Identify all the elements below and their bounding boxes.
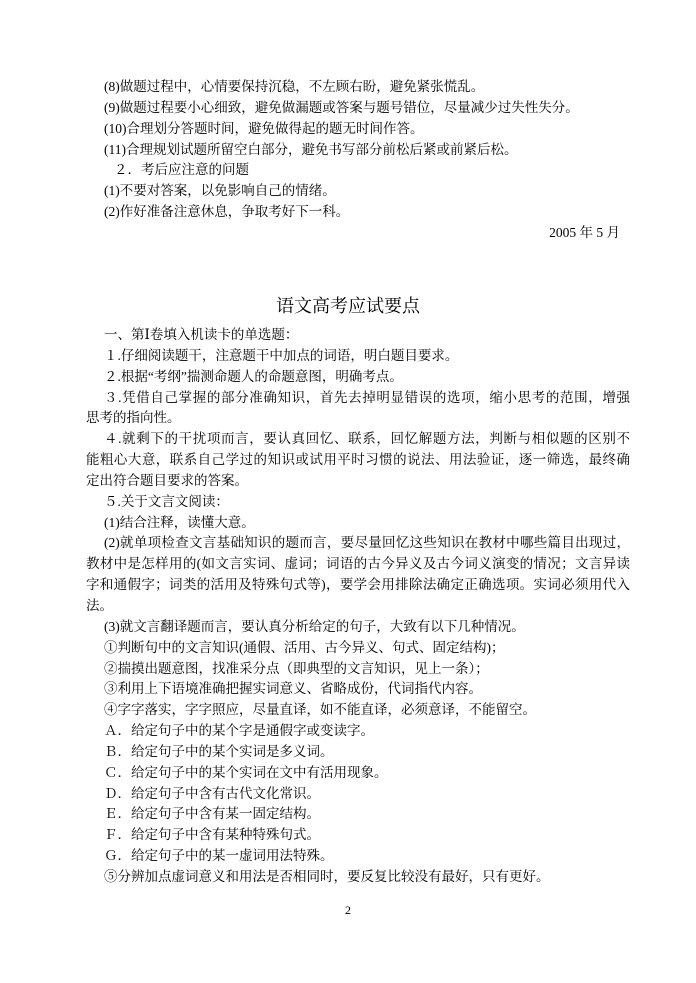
classical-sub-2-line: (2)就单项检查文言基础知识的题而言，要尽量回忆这些知识在教材中哪些篇目出现过， — [104, 535, 630, 551]
article-title: 语文高考应试要点 — [276, 296, 420, 316]
exam-tip-10: (10)合理划分答题时间，避免做得起的题无时间作答。 — [104, 120, 424, 136]
translation-step-3: ③利用上下语境准确把握实词意义、省略成份，代词指代内容。 — [104, 681, 482, 697]
point-3 — [86, 388, 630, 430]
classical-sub-3: (3)就文言翻译题而言，要认真分析给定的句子，大致有以下几种情况。 — [104, 618, 525, 634]
exam-tip-11: (11)合理规划试题所留空白部分，避免书写部分前松后紧或前紧后松。 — [104, 141, 518, 157]
point-5-heading: ５.关于文言文阅读： — [104, 493, 229, 509]
after-exam-tip-1: (1)不要对答案，以免影响自己的情绪。 — [104, 183, 336, 199]
section-date: 2005 年 5 月 — [549, 224, 620, 240]
classical-sub-2-line: 法。 — [86, 597, 113, 613]
point-4-line: 定出符合题目要求的答案。 — [86, 472, 248, 488]
point-3-line: 思考的指向性。 — [86, 410, 181, 426]
exam-tip-8: (8)做题过程中，心情要保持沉稳，不左顾右盼，避免紧张慌乱。 — [104, 79, 485, 94]
point-2: ２.根据“考纲”揣测命题人的命题意图，明确考点。 — [104, 368, 403, 384]
case-e: Ｅ．给定句子中含有某一固定结构。 — [104, 806, 320, 822]
point-4 — [86, 429, 630, 492]
translation-step-2: ②揣摸出题意图，找准采分点（即典型的文言知识，见上一条）； — [104, 660, 489, 676]
classical-sub-2 — [86, 533, 630, 616]
case-g: Ｇ．给定句子中的某一虚词用法特殊。 — [104, 848, 334, 864]
point-3-line: ３.凭借自己掌握的部分准确知识，首先去掉明显错误的选项，缩小思考的范围，增强 — [104, 389, 630, 405]
case-c: Ｃ．给定句子中的某个实词在文中有活用现象。 — [104, 764, 388, 780]
previous-section — [86, 77, 630, 244]
case-d: Ｄ．给定句子中含有古代文化常识。 — [104, 785, 320, 801]
exam-tip-9: (9)做题过程要小心细致，避免做漏题或答案与题号错位，尽量减少过失性失分。 — [104, 99, 579, 115]
translation-step-4: ④字字落实，字字照应，尽量直译，如不能直译，必须意译，不能留空。 — [104, 702, 536, 718]
case-f: Ｆ．给定句子中含有某种特殊句式。 — [104, 827, 320, 843]
point-4-line: ４.就剩下的干扰项而言，要认真回忆、联系，回忆解题方法，判断与相似题的区别不 — [104, 431, 630, 447]
classical-sub-2-line: 教材中是怎样用的(如文言实词、虚词；词语的古今异义及古今词义演变的情况；文言异读 — [86, 556, 630, 572]
point-1: １.仔细阅读题干，注意题干中加点的词语，明白题目要求。 — [104, 347, 459, 363]
page-number: 2 — [345, 903, 351, 917]
part1-heading: 一、第Ⅰ卷填入机读卡的单选题： — [104, 327, 299, 342]
after-exam-heading: ２．考后应注意的问题 — [114, 162, 249, 178]
after-exam-tip-2: (2)作好准备注意休息，争取考好下一科。 — [104, 204, 350, 220]
translation-step-5: ⑤分辨加点虚词意义和用法是否相同时，要反复比较没有最好，只有更好。 — [104, 868, 550, 884]
case-b: Ｂ．给定句子中的某个实词是多义词。 — [104, 743, 334, 759]
article-body — [86, 325, 630, 888]
translation-step-1: ①判断句中的文言知识(通假、活用、古今异义、句式、固定结构)； — [104, 639, 505, 655]
point-4-line: 能粗心大意，联系自己学过的知识或试用平时习惯的说法、用法验证，逐一筛选，最终确 — [86, 452, 630, 468]
classical-sub-2-line: 字和通假字；词类的活用及特殊句式等)，要学会用排除法确定正确选项。实词必须用代入 — [86, 577, 630, 593]
case-a: Ａ．给定句子中的某个字是通假字或变读字。 — [104, 723, 374, 739]
classical-sub-1: (1)结合注释，读懂大意。 — [104, 514, 255, 530]
